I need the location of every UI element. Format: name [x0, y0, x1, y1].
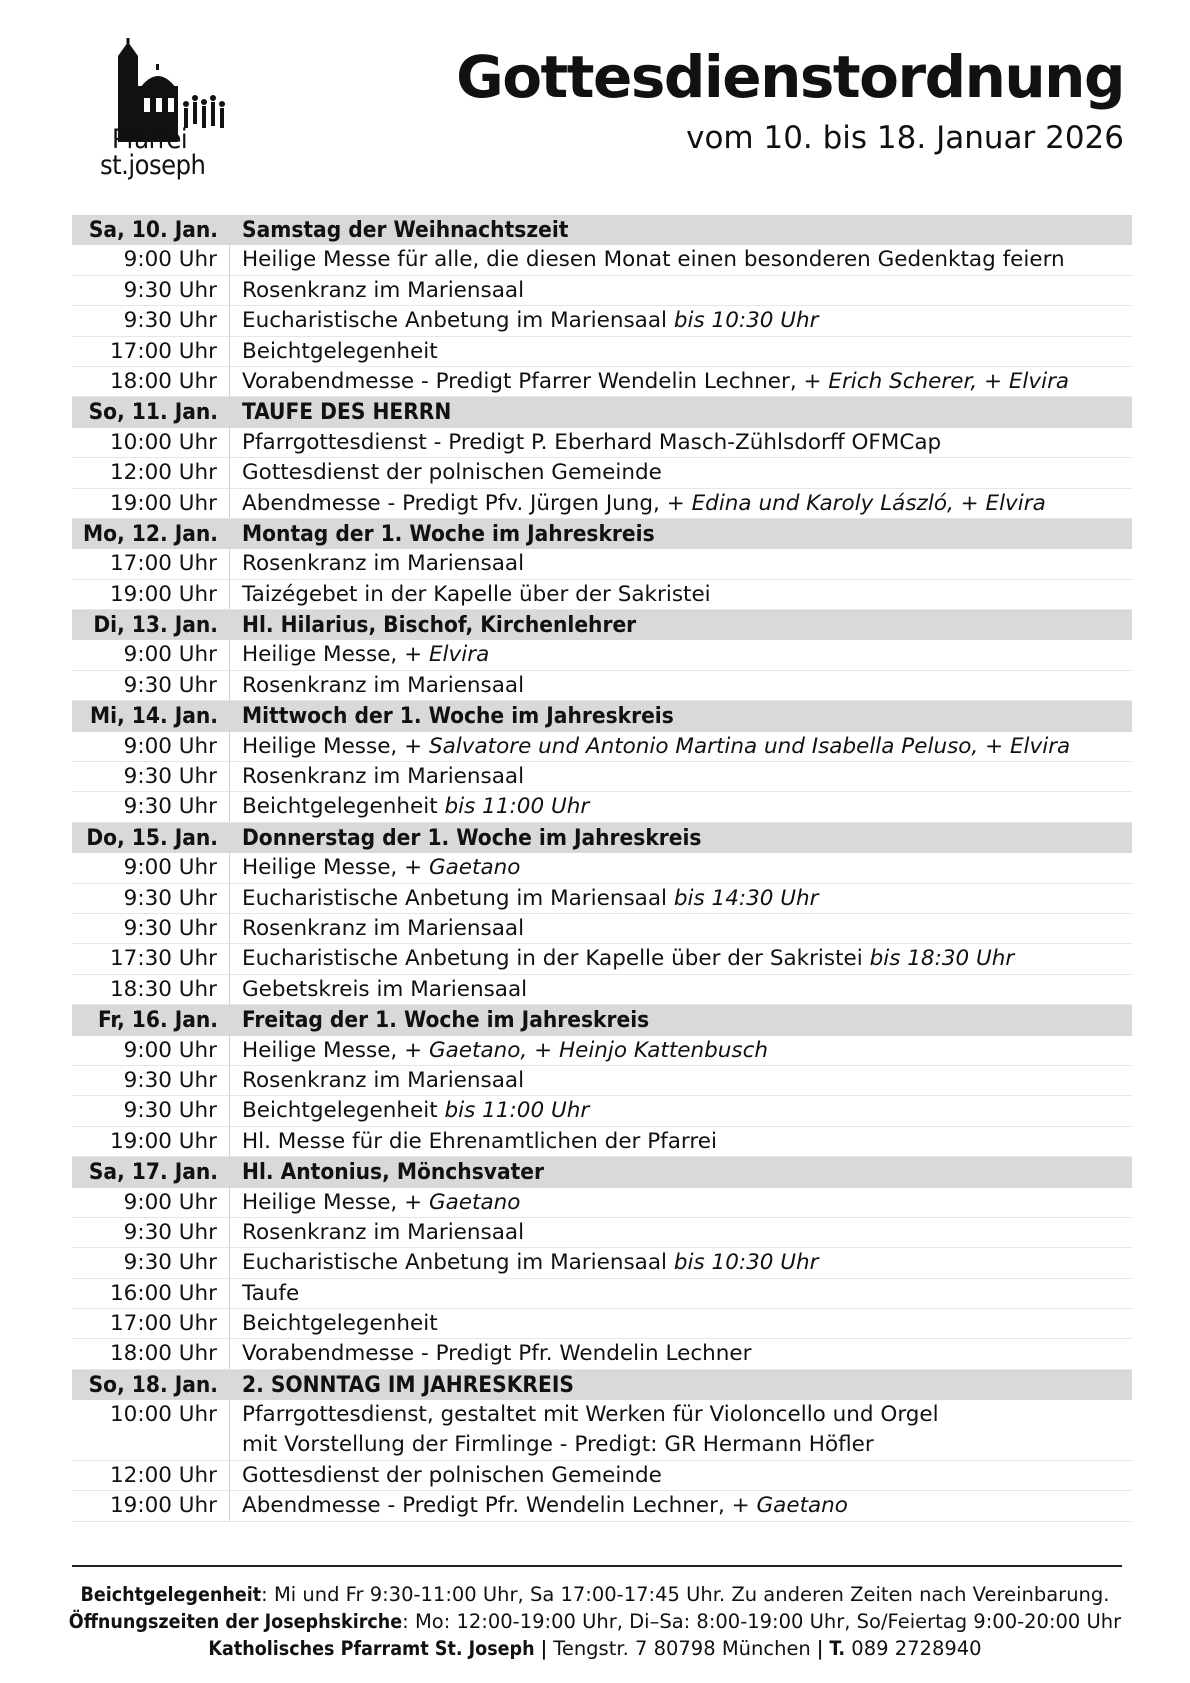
event-note: + Gaetano — [731, 1493, 848, 1519]
office-address: Tengstr. 7 80798 München — [553, 1637, 811, 1660]
event-note: bis 11:00 Uhr — [444, 1098, 590, 1124]
day-header-row — [72, 701, 1132, 731]
day-title: Hl. Hilarius, Bischof, Kirchenlehrer — [242, 612, 637, 639]
event-description — [230, 732, 1070, 761]
event-row — [72, 1218, 1132, 1248]
event-text: Vorabendmesse - Predigt Pfarrer Wendelin Lechner, — [242, 368, 797, 394]
event-text: Beichtgelegenheit — [242, 1311, 438, 1337]
event-row — [72, 1127, 1132, 1157]
event-text: Hl. Messe für die Ehrenamtlichen der Pfarrei — [242, 1128, 717, 1154]
event-text: Heilige Messe, — [242, 733, 398, 759]
event-description — [230, 884, 819, 913]
event-text: Beichtgelegenheit — [242, 1098, 438, 1124]
event-time: 9:30 Uhr — [72, 884, 230, 913]
event-time: 9:30 Uhr — [72, 1218, 230, 1247]
event-time: 9:30 Uhr — [72, 1066, 230, 1095]
event-row — [72, 762, 1132, 792]
event-time: 19:00 Uhr — [72, 489, 230, 518]
separator: | — [534, 1637, 554, 1660]
day-header-row — [72, 1005, 1132, 1035]
event-row — [72, 732, 1132, 762]
event-description — [230, 1309, 438, 1338]
confession-text: : Mi und Fr 9:30-11:00 Uhr, Sa 17:00-17:45 Uhr. Zu anderen Zeiten nach Vereinbarung. — [261, 1583, 1110, 1606]
day-header-row — [72, 215, 1132, 245]
event-text: Rosenkranz im Mariensaal — [242, 1219, 525, 1245]
phone-number: 089 2728940 — [845, 1637, 982, 1660]
day-title: Mittwoch der 1. Woche im Jahreskreis — [242, 703, 674, 730]
event-row — [72, 367, 1132, 397]
event-text: Gottesdienst der polnischen Gemeinde — [242, 1463, 662, 1489]
event-text: Heilige Messe, — [242, 642, 398, 668]
day-date: Do, 15. Jan. — [86, 824, 218, 851]
event-time: 9:00 Uhr — [72, 245, 230, 274]
day-header-row — [72, 1370, 1132, 1400]
event-description — [230, 306, 819, 335]
day-header-row — [72, 397, 1132, 427]
event-description — [230, 944, 1014, 973]
event-row — [72, 1461, 1132, 1491]
day-date: Sa, 17. Jan. — [88, 1159, 218, 1186]
event-row — [72, 1309, 1132, 1339]
event-time: 9:00 Uhr — [72, 732, 230, 761]
event-description — [230, 1127, 717, 1156]
event-text: Pfarrgottesdienst - Predigt P. Eberhard Masch-Zühlsdorff OFMCap — [242, 429, 942, 455]
event-row — [72, 458, 1132, 488]
event-text: Rosenkranz im Mariensaal — [242, 915, 525, 941]
phone-label: T. — [829, 1637, 846, 1660]
event-time: 9:30 Uhr — [72, 1248, 230, 1277]
day-header-row — [72, 610, 1132, 640]
event-row — [72, 580, 1132, 610]
event-row — [72, 489, 1132, 519]
day-date: So, 11. Jan. — [88, 399, 218, 426]
event-text: Beichtgelegenheit — [242, 338, 438, 364]
event-note: bis 18:30 Uhr — [869, 946, 1015, 972]
day-date: Mi, 14. Jan. — [89, 703, 218, 730]
event-text: Rosenkranz im Mariensaal — [242, 277, 525, 303]
event-row — [72, 428, 1132, 458]
event-text: Eucharistische Anbetung im Mariensaal — [242, 885, 668, 911]
day-title: Donnerstag der 1. Woche im Jahreskreis — [242, 824, 702, 851]
event-row — [72, 853, 1132, 883]
day-date: Mo, 12. Jan. — [83, 520, 218, 547]
event-time: 9:30 Uhr — [72, 276, 230, 305]
event-text: Eucharistische Anbetung im Mariensaal — [242, 308, 668, 334]
event-description — [230, 1279, 299, 1308]
event-row — [72, 1066, 1132, 1096]
event-description — [230, 276, 524, 305]
event-text: Rosenkranz im Mariensaal — [242, 1067, 525, 1093]
event-time: 12:00 Uhr — [72, 1461, 230, 1490]
hours-label: Öffnungszeiten der Josephskirche — [68, 1610, 403, 1633]
confession-label: Beichtgelegenheit — [80, 1583, 262, 1606]
office-label: Katholisches Pfarramt St. Joseph — [208, 1637, 535, 1660]
event-row — [72, 671, 1132, 701]
day-title: TAUFE DES HERRN — [242, 399, 452, 426]
event-description — [230, 1248, 819, 1277]
event-time: 17:00 Uhr — [72, 337, 230, 366]
event-text: Eucharistische Anbetung in der Kapelle über der Sakristei — [242, 946, 863, 972]
footer-confession-line — [0, 1582, 1190, 1608]
event-note: + Elvira — [404, 642, 490, 668]
event-description — [230, 1461, 662, 1490]
event-row — [72, 1248, 1132, 1278]
event-time: 10:00 Uhr — [72, 1400, 230, 1460]
day-title: Hl. Antonius, Mönchsvater — [242, 1159, 545, 1186]
event-time: 9:00 Uhr — [72, 640, 230, 669]
event-row — [72, 245, 1132, 275]
event-text: Gottesdienst der polnischen Gemeinde — [242, 460, 662, 486]
event-note: bis 14:30 Uhr — [673, 885, 819, 911]
event-time: 9:30 Uhr — [72, 1096, 230, 1125]
event-text-line2: mit Vorstellung der Firmlinge - Predigt: GR Hermann Höfler — [242, 1432, 874, 1458]
event-description — [230, 367, 1069, 396]
day-title: Freitag der 1. Woche im Jahreskreis — [242, 1007, 650, 1034]
event-description — [230, 580, 711, 609]
event-description — [230, 1491, 848, 1520]
day-title: 2. SONNTAG IM JAHRESKREIS — [242, 1371, 574, 1398]
event-time: 19:00 Uhr — [72, 1127, 230, 1156]
event-row — [72, 1036, 1132, 1066]
day-date: Fr, 16. Jan. — [98, 1007, 218, 1034]
event-description — [230, 428, 941, 457]
event-time: 18:00 Uhr — [72, 1339, 230, 1368]
event-description — [230, 337, 438, 366]
event-description — [230, 549, 524, 578]
event-description — [230, 640, 489, 669]
event-row — [72, 1491, 1132, 1521]
event-text: Heilige Messe für alle, die diesen Monat einen besonderen Gedenktag feiern — [242, 247, 1065, 273]
event-description — [230, 489, 1046, 518]
event-note: + Salvatore und Antonio Martina und Isabella Peluso, + Elvira — [404, 733, 1071, 759]
event-time: 17:00 Uhr — [72, 1309, 230, 1338]
event-row — [72, 276, 1132, 306]
event-description — [230, 1188, 520, 1217]
page-title: Gottesdienstordnung — [456, 43, 1124, 111]
event-note: + Edina und Karoly László, + Elvira — [666, 490, 1046, 516]
day-date: Sa, 10. Jan. — [88, 217, 218, 243]
event-time: 9:30 Uhr — [72, 671, 230, 700]
parish-logo — [84, 38, 254, 188]
event-time: 9:30 Uhr — [72, 762, 230, 791]
event-description — [230, 914, 524, 943]
event-text: Heilige Messe, — [242, 1189, 398, 1215]
event-time: 9:30 Uhr — [72, 914, 230, 943]
day-header-row — [72, 823, 1132, 853]
footer-hours-line — [0, 1609, 1190, 1635]
event-time: 9:30 Uhr — [72, 306, 230, 335]
event-text: Rosenkranz im Mariensaal — [242, 551, 525, 577]
event-text: Rosenkranz im Mariensaal — [242, 672, 525, 698]
event-description — [230, 762, 524, 791]
event-text: Eucharistische Anbetung im Mariensaal — [242, 1250, 668, 1276]
event-description — [230, 975, 527, 1004]
event-text: Rosenkranz im Mariensaal — [242, 764, 525, 790]
event-text: Beichtgelegenheit — [242, 794, 438, 820]
event-row — [72, 306, 1132, 336]
event-note: bis 11:00 Uhr — [444, 794, 590, 820]
event-text: Gebetskreis im Mariensaal — [242, 976, 528, 1002]
event-time: 17:00 Uhr — [72, 549, 230, 578]
footer-contact-line — [0, 1636, 1190, 1662]
event-text: Heilige Messe, — [242, 855, 398, 881]
event-description — [230, 1096, 589, 1125]
event-text: Heilige Messe, — [242, 1037, 398, 1063]
event-row — [72, 975, 1132, 1005]
event-row — [72, 884, 1132, 914]
event-description — [230, 1400, 939, 1460]
event-time: 9:00 Uhr — [72, 1036, 230, 1065]
event-note: + Erich Scherer, + Elvira — [803, 368, 1070, 394]
event-description — [230, 1218, 524, 1247]
event-description — [230, 792, 589, 821]
event-note: bis 10:30 Uhr — [673, 1250, 819, 1276]
event-time: 9:00 Uhr — [72, 1188, 230, 1217]
day-date: So, 18. Jan. — [88, 1371, 218, 1398]
event-description — [230, 1036, 768, 1065]
event-row — [72, 640, 1132, 670]
day-header-row — [72, 519, 1132, 549]
event-time: 18:00 Uhr — [72, 367, 230, 396]
event-row — [72, 337, 1132, 367]
event-time: 9:00 Uhr — [72, 853, 230, 882]
event-time: 16:00 Uhr — [72, 1279, 230, 1308]
event-time: 19:00 Uhr — [72, 1491, 230, 1520]
separator: | — [810, 1637, 830, 1660]
event-row — [72, 944, 1132, 974]
event-description — [230, 1066, 524, 1095]
event-text: Pfarrgottesdienst, gestaltet mit Werken für Violoncello und Orgel — [242, 1402, 939, 1428]
date-range-subtitle: vom 10. bis 18. Januar 2026 — [686, 120, 1124, 156]
event-time: 12:00 Uhr — [72, 458, 230, 487]
event-text: Taufe — [242, 1280, 300, 1306]
event-time: 17:30 Uhr — [72, 944, 230, 973]
event-note: + Gaetano, + Heinjo Kattenbusch — [404, 1037, 769, 1063]
event-note: bis 10:30 Uhr — [673, 308, 819, 334]
event-time: 18:30 Uhr — [72, 975, 230, 1004]
event-time: 19:00 Uhr — [72, 580, 230, 609]
event-row — [72, 792, 1132, 822]
event-row — [72, 1188, 1132, 1218]
event-description — [230, 458, 662, 487]
event-row — [72, 1279, 1132, 1309]
hours-text: : Mo: 12:00-19:00 Uhr, Di–Sa: 8:00-19:00 Uhr, So/Feiertag 9:00-20:00 Uhr — [402, 1610, 1122, 1633]
day-title: Montag der 1. Woche im Jahreskreis — [242, 520, 655, 547]
event-row — [72, 1400, 1132, 1461]
event-description — [230, 671, 524, 700]
event-row — [72, 549, 1132, 579]
event-text: Taizégebet in der Kapelle über der Sakristei — [242, 581, 711, 607]
event-text: Vorabendmesse - Predigt Pfr. Wendelin Lechner — [242, 1341, 752, 1367]
day-header-row — [72, 1157, 1132, 1187]
day-date: Di, 13. Jan. — [93, 612, 218, 639]
event-time: 9:30 Uhr — [72, 792, 230, 821]
service-schedule-table — [72, 215, 1132, 1522]
event-row — [72, 1096, 1132, 1126]
event-note: + Gaetano — [404, 855, 521, 881]
logo-text-line2: st.joseph — [100, 150, 206, 181]
event-description — [230, 853, 520, 882]
event-row — [72, 1339, 1132, 1369]
event-text: Abendmesse - Predigt Pfr. Wendelin Lechner, — [242, 1493, 725, 1519]
event-text: Abendmesse - Predigt Pfv. Jürgen Jung, — [242, 490, 660, 516]
event-time: 10:00 Uhr — [72, 428, 230, 457]
event-row — [72, 914, 1132, 944]
logo-text-line1: Pfarrei — [112, 124, 188, 155]
event-note: + Gaetano — [404, 1189, 521, 1215]
footer-divider — [72, 1565, 1122, 1567]
day-title: Samstag der Weihnachtszeit — [242, 217, 569, 243]
event-description — [230, 1339, 751, 1368]
event-description — [230, 245, 1065, 274]
